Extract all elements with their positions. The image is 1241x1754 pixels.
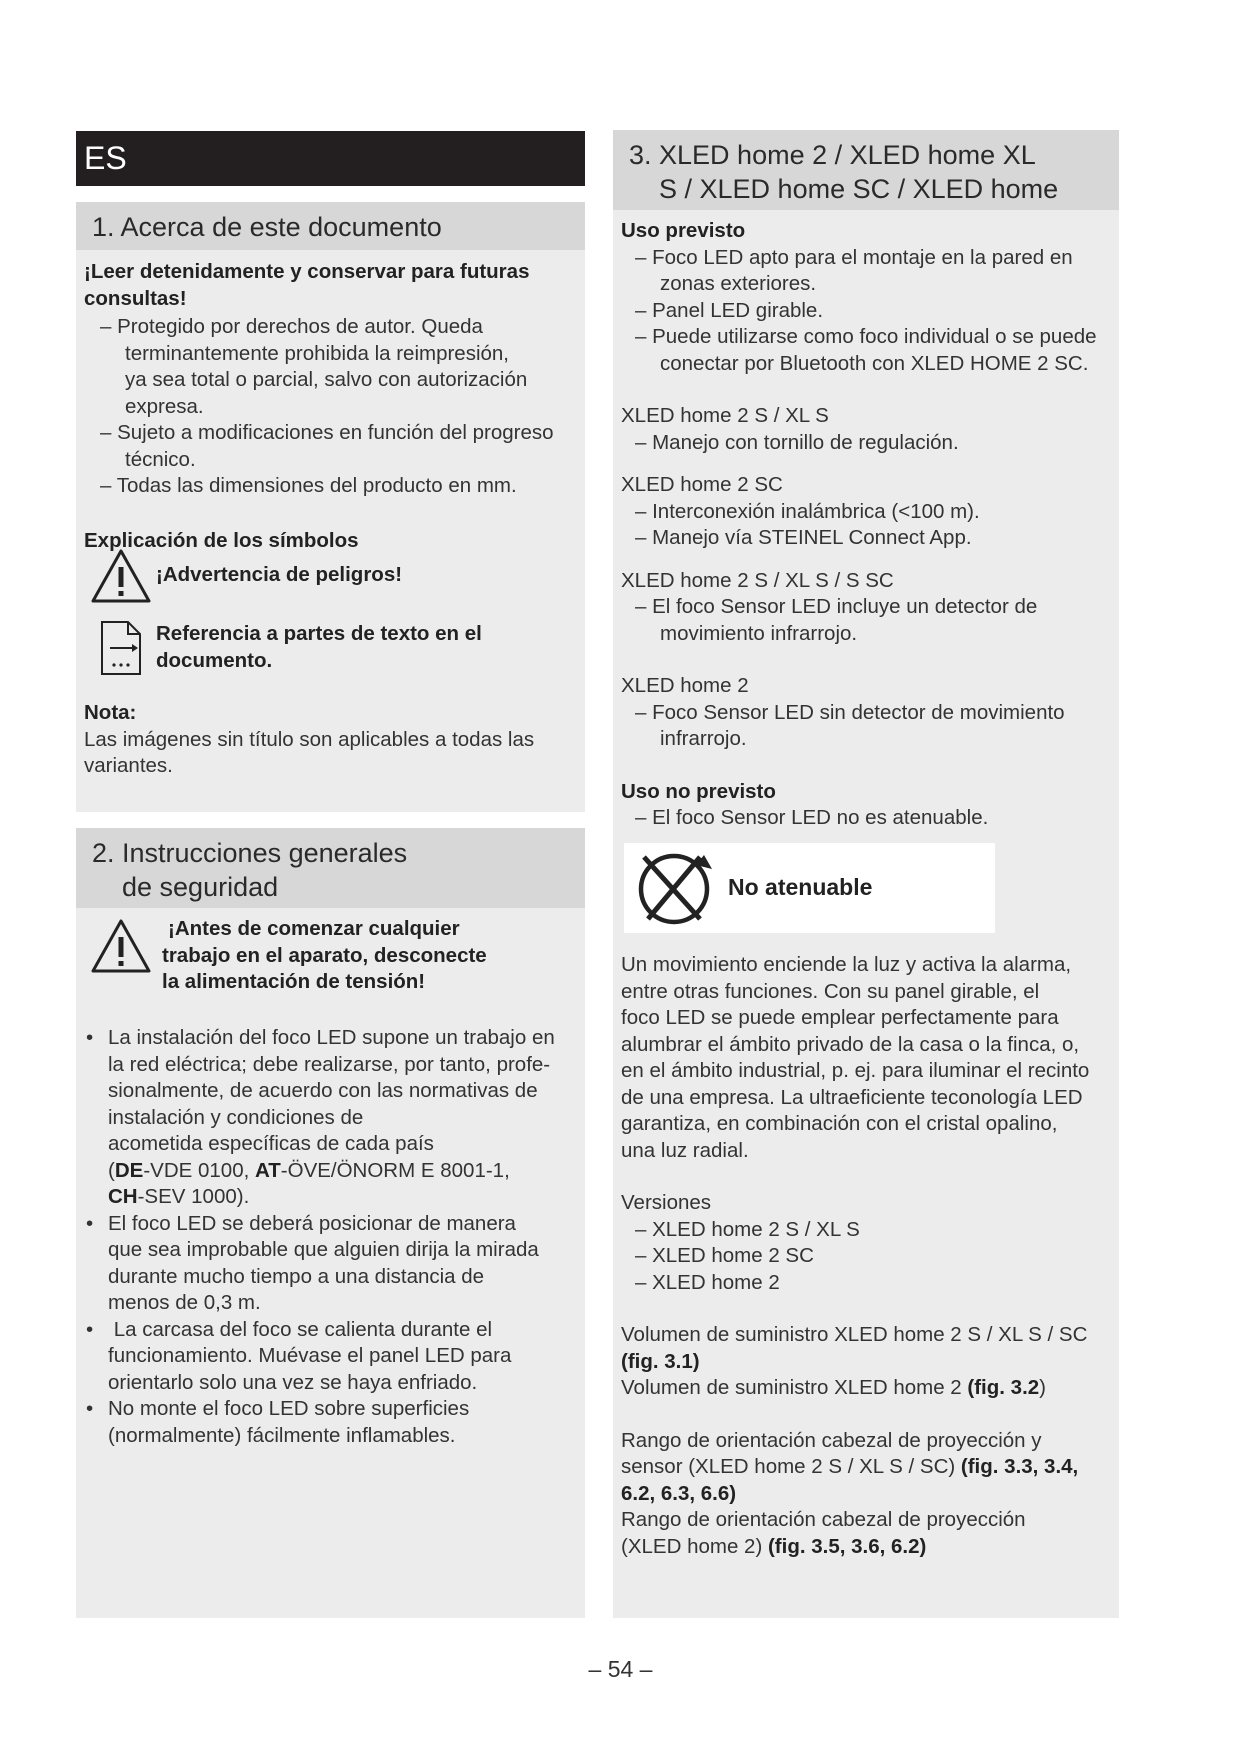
section2-title-line1: 2. Instrucciones generales (92, 838, 408, 868)
safety-warning-text: ¡Antes de comenzar cualquier trabajo en el aparato, desconecte la alimentación de tensión! (162, 917, 487, 993)
orientation-range: Rango de orientación cabezal de proyección y sensor (XLED home 2 S / XL S / SC) (fig. 3.3, 3.4, 6.2, 6.3, 6.6) Rango de orientación cabezal de proyección (XLED home 2) (fig. 3.5, 3.6, 6.2) (621, 1428, 1079, 1558)
warning-triangle-icon (90, 548, 152, 604)
note-block: Nota: Las imágenes sin título son aplicables a todas las variantes. (84, 700, 584, 780)
uso-previsto-title: Uso previsto (621, 219, 746, 242)
section2-title-line2: de seguridad (122, 872, 279, 902)
item-copyright: – Protegido por derechos de autor. Queda terminantemente prohibida la reimpresión, ya sea total o parcial, salvo con autorización expresa. (100, 315, 528, 418)
symbols-title: Explicación de los símbolos (84, 528, 359, 552)
section3-body-bottom (621, 952, 1121, 1560)
no-dimming-icon (634, 849, 714, 927)
bullet-position: • El foco LED se deberá posicionar de manera que sea improbable que alguien dirija la mirada durante mucho tiempo a una distancia de menos de 0,3 m. (84, 1211, 589, 1317)
section3-header (613, 130, 1119, 210)
no-dimmable-label: No atenuable (728, 874, 873, 900)
group-s-xl-s: XLED home 2 S / XL S – Manejo con tornillo de regulación. (621, 404, 959, 454)
section1-body (84, 259, 584, 554)
section1-header (76, 202, 585, 250)
uso-item-1: – Foco LED apto para el montaje en la pared en zonas exteriores. (635, 245, 1073, 295)
item-modifications: – Sujeto a modificaciones en función del progreso técnico. (100, 421, 554, 471)
warning-text: ¡Advertencia de peligros! (156, 563, 403, 586)
uso-item-2: – Panel LED girable. (635, 298, 824, 322)
section1-title: 1. Acerca de este documento (92, 212, 442, 242)
reference-text: Referencia a partes de texto en el documento. (156, 622, 482, 672)
group-sc: XLED home 2 SC – Interconexión inalámbrica (<100 m). – Manejo vía STEINEL Connect App. (621, 473, 980, 549)
note-title: Nota: (84, 701, 137, 724)
description: Un movimiento enciende la luz y activa la alarma, entre otras funciones. Con su panel girable, el foco LED se puede emplear perfectamente para alumbrar el ámbito privado de la casa o la finca, o, en el ámbito industrial, p. ej. para iluminar el recinto de una empresa. La ultraeficiente teconología LED garantiza, en combinación con el cristal opalino, una luz radial. (621, 953, 1090, 1162)
supply-volume: Volumen de suministro XLED home 2 S / XL S / SC (fig. 3.1) Volumen de suministro XLED home 2 (fig. 3.2) (621, 1323, 1088, 1399)
no-dimmable-box (624, 843, 995, 933)
group-s-xl-s-ssc: XLED home 2 S / XL S / S SC – El foco Sensor LED incluye un detector de movimiento infrarrojo. (621, 568, 1038, 645)
section3-title-line2: S / XLED home SC / XLED home (659, 174, 1059, 204)
bullet-surfaces: • No monte el foco LED sobre superficies (normalmente) fácilmente inflamables. (84, 1396, 589, 1449)
document-reference-icon (100, 620, 142, 676)
section2-header (76, 828, 585, 908)
safety-bullets (84, 1025, 589, 1449)
language-bar: ES (76, 131, 585, 186)
uso-no-previsto-title: Uso no previsto (621, 779, 776, 803)
bullet-installation: • La instalación del foco LED supone un trabajo en la red eléctrica; debe realizarse, por tanto, profe- sionalmente, de acuerdo con las normativas de instalación y condiciones de acometida específicas de cada país (DE-VDE 0100, AT-ÖVE/ÖNORM E 8001-1, CH-SEV 1000). (84, 1025, 589, 1211)
group-home2: XLED home 2 – Foco Sensor LED sin detector de movimiento infrarrojo. (621, 674, 1065, 750)
uso-item-3: – Puede utilizarse como foco individual o se puede conectar por Bluetooth con XLED HOME 2 SC. (635, 325, 1097, 375)
section3-body-top (621, 218, 1121, 832)
uso-no-previsto-item: – El foco Sensor LED no es atenuable. (635, 806, 989, 829)
safety-warning-icon (90, 918, 152, 974)
read-carefully: ¡Leer detenidamente y conservar para futuras consultas! (84, 260, 530, 310)
item-dimensions: – Todas las dimensiones del producto en mm. (100, 474, 517, 497)
bullet-housing: • La carcasa del foco se calienta durante el funcionamiento. Muévase el panel LED para orientarlo solo una vez se haya enfriado. (84, 1317, 589, 1397)
versions: Versiones – XLED home 2 S / XL S – XLED home 2 SC – XLED home 2 (621, 1191, 860, 1294)
page-number: – 54 – (588, 1656, 653, 1682)
section3-title-line1: 3. XLED home 2 / XLED home XL (629, 140, 1036, 170)
